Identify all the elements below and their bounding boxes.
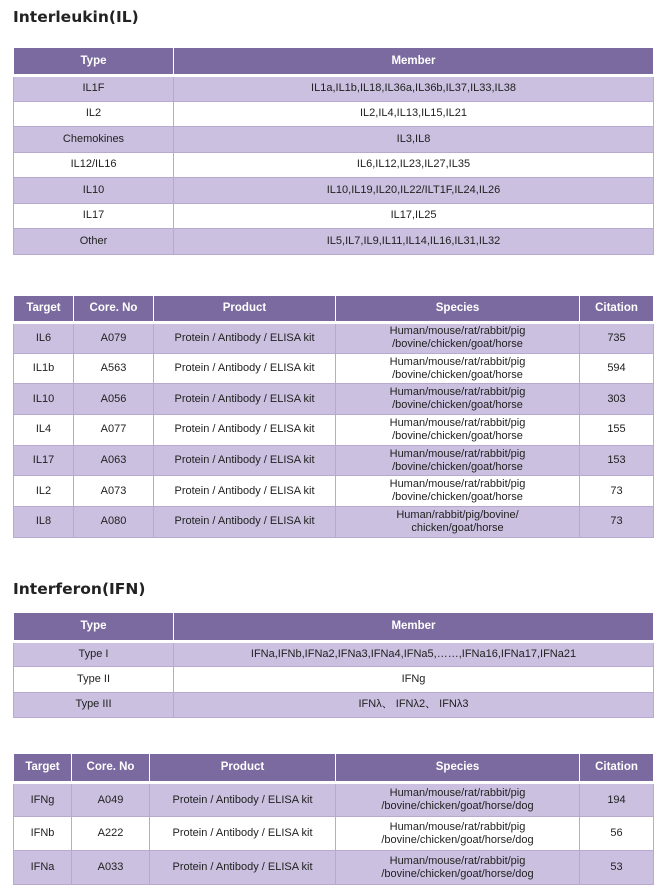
table-cell: A056	[74, 384, 154, 415]
table-cell: A563	[74, 353, 154, 384]
table-cell: Protein / Antibody / ELISA kit	[150, 851, 336, 885]
table-cell: 735	[580, 323, 654, 354]
table-cell: IFNa,IFNb,IFNa2,IFNa3,IFNa4,IFNa5,……,IFNa16,IFNa17,IFNa21	[174, 642, 654, 667]
table-cell: IL10	[14, 178, 174, 204]
column-header: Core. No	[72, 754, 150, 783]
table-cell: Human/mouse/rat/rabbit/pig /bovine/chicken/goat/horse	[336, 476, 580, 507]
table-cell: IL6	[14, 323, 74, 354]
interferon-family-table	[13, 612, 654, 718]
column-header: Product	[154, 296, 336, 323]
table-cell: IL17	[14, 445, 74, 476]
interleukin-product-table	[13, 295, 654, 538]
table-cell: A077	[74, 415, 154, 446]
table-row	[14, 507, 654, 538]
column-header: Product	[150, 754, 336, 783]
table-row	[14, 667, 654, 692]
table-cell: 594	[580, 353, 654, 384]
table-cell: 153	[580, 445, 654, 476]
header-row	[14, 754, 654, 783]
column-header: Type	[14, 48, 174, 76]
table-cell: IFNλ、 IFNλ2、 IFNλ3	[174, 692, 654, 717]
table-cell: A080	[74, 507, 154, 538]
table-cell: A049	[72, 783, 150, 817]
table-cell: IL10	[14, 384, 74, 415]
table-cell: Protein / Antibody / ELISA kit	[154, 415, 336, 446]
table-cell: 155	[580, 415, 654, 446]
table-row	[14, 229, 654, 255]
table-row	[14, 178, 654, 204]
table-cell: A222	[72, 817, 150, 851]
table-cell: Human/mouse/rat/rabbit/pig /bovine/chicken/goat/horse	[336, 323, 580, 354]
interleukin-title: Interleukin(IL)	[13, 8, 139, 26]
table-cell: A033	[72, 851, 150, 885]
interleukin-family-table	[13, 47, 654, 255]
header-row	[14, 613, 654, 642]
table-row	[14, 101, 654, 127]
table-row	[14, 127, 654, 153]
table-cell: Protein / Antibody / ELISA kit	[150, 783, 336, 817]
table-row	[14, 445, 654, 476]
table-cell: A079	[74, 323, 154, 354]
table-cell: IL6,IL12,IL23,IL27,IL35	[174, 152, 654, 178]
table-cell: IL2	[14, 476, 74, 507]
table-row	[14, 76, 654, 102]
table-cell: 56	[580, 817, 654, 851]
table-cell: 73	[580, 476, 654, 507]
table-row	[14, 353, 654, 384]
table-row	[14, 692, 654, 717]
column-header: Species	[336, 754, 580, 783]
table-cell: IFNa	[14, 851, 72, 885]
table-cell: IL17,IL25	[174, 203, 654, 229]
interferon-title: Interferon(IFN)	[13, 580, 146, 598]
table-cell: IFNg	[174, 667, 654, 692]
table-cell: Human/mouse/rat/rabbit/pig /bovine/chicken/goat/horse	[336, 415, 580, 446]
column-header: Species	[336, 296, 580, 323]
column-header: Member	[174, 613, 654, 642]
table-row	[14, 642, 654, 667]
table-cell: IL2	[14, 101, 174, 127]
table-row	[14, 476, 654, 507]
table-cell: IL4	[14, 415, 74, 446]
table-cell: Human/rabbit/pig/bovine/ chicken/goat/horse	[336, 507, 580, 538]
table-cell: Human/mouse/rat/rabbit/pig /bovine/chicken/goat/horse/dog	[336, 783, 580, 817]
table-cell: IL2,IL4,IL13,IL15,IL21	[174, 101, 654, 127]
column-header: Core. No	[74, 296, 154, 323]
table-cell: 73	[580, 507, 654, 538]
table-cell: Protein / Antibody / ELISA kit	[154, 476, 336, 507]
table-cell: Human/mouse/rat/rabbit/pig /bovine/chicken/goat/horse	[336, 353, 580, 384]
table-cell: 53	[580, 851, 654, 885]
table-cell: Type III	[14, 692, 174, 717]
table-cell: IFNg	[14, 783, 72, 817]
column-header: Citation	[580, 754, 654, 783]
table-cell: Protein / Antibody / ELISA kit	[154, 353, 336, 384]
table-row	[14, 783, 654, 817]
table-row	[14, 152, 654, 178]
interferon-product-table	[13, 753, 654, 885]
table-cell: IL1a,IL1b,IL18,IL36a,IL36b,IL37,IL33,IL38	[174, 76, 654, 102]
table-cell: Human/mouse/rat/rabbit/pig /bovine/chicken/goat/horse	[336, 384, 580, 415]
table-cell: IL8	[14, 507, 74, 538]
table-cell: A063	[74, 445, 154, 476]
table-cell: 303	[580, 384, 654, 415]
column-header: Target	[14, 296, 74, 323]
header-row	[14, 48, 654, 76]
table-cell: IL12/IL16	[14, 152, 174, 178]
column-header: Type	[14, 613, 174, 642]
table-cell: IL1b	[14, 353, 74, 384]
table-cell: A073	[74, 476, 154, 507]
table-cell: Human/mouse/rat/rabbit/pig /bovine/chicken/goat/horse/dog	[336, 817, 580, 851]
table-cell: IL17	[14, 203, 174, 229]
table-cell: Human/mouse/rat/rabbit/pig /bovine/chicken/goat/horse/dog	[336, 851, 580, 885]
table-cell: Type II	[14, 667, 174, 692]
table-row	[14, 817, 654, 851]
table-cell: Protein / Antibody / ELISA kit	[154, 507, 336, 538]
table-cell: 194	[580, 783, 654, 817]
table-cell: Protein / Antibody / ELISA kit	[154, 445, 336, 476]
table-row	[14, 384, 654, 415]
table-row	[14, 323, 654, 354]
table-cell: Type I	[14, 642, 174, 667]
table-cell: Protein / Antibody / ELISA kit	[150, 817, 336, 851]
table-cell: Protein / Antibody / ELISA kit	[154, 384, 336, 415]
table-cell: IL5,IL7,IL9,IL11,IL14,IL16,IL31,IL32	[174, 229, 654, 255]
table-cell: Protein / Antibody / ELISA kit	[154, 323, 336, 354]
table-cell: Chemokines	[14, 127, 174, 153]
table-cell: Human/mouse/rat/rabbit/pig /bovine/chicken/goat/horse	[336, 445, 580, 476]
column-header: Target	[14, 754, 72, 783]
table-cell: IL1F	[14, 76, 174, 102]
table-row	[14, 851, 654, 885]
table-cell: IFNb	[14, 817, 72, 851]
column-header: Member	[174, 48, 654, 76]
table-cell: Other	[14, 229, 174, 255]
table-cell: IL3,IL8	[174, 127, 654, 153]
column-header: Citation	[580, 296, 654, 323]
table-row	[14, 203, 654, 229]
table-cell: IL10,IL19,IL20,IL22/ILT1F,IL24,IL26	[174, 178, 654, 204]
header-row	[14, 296, 654, 323]
table-row	[14, 415, 654, 446]
